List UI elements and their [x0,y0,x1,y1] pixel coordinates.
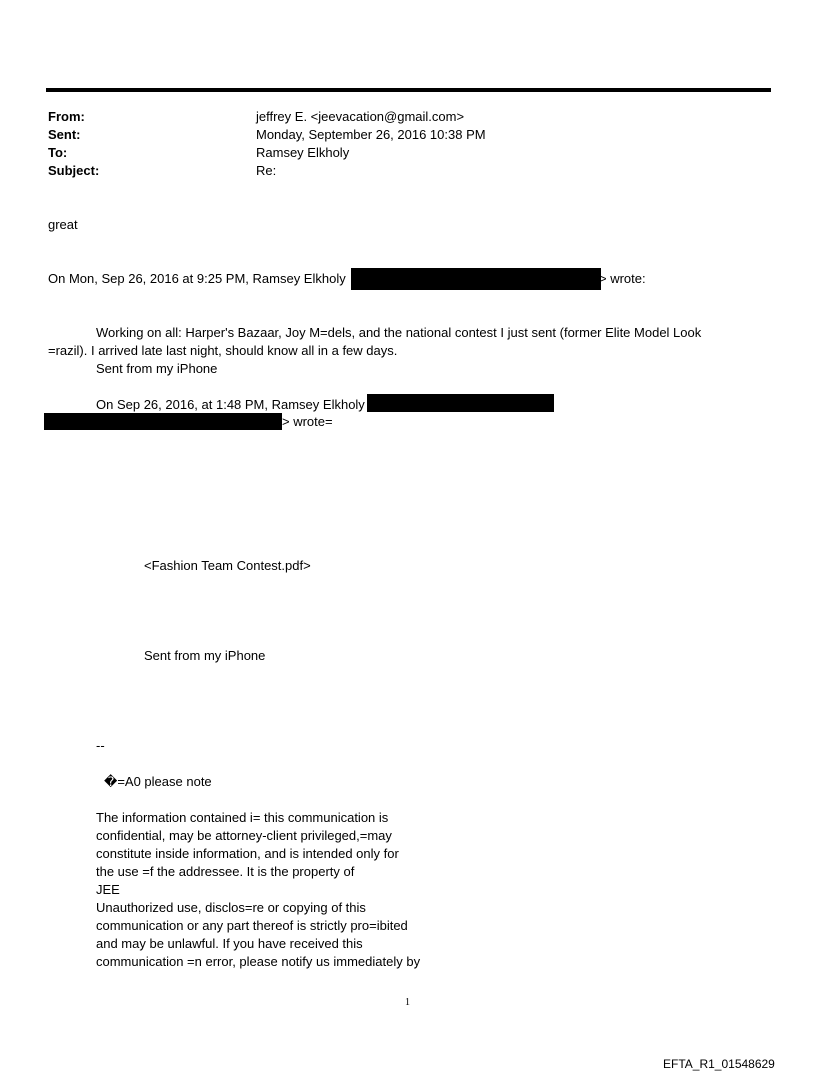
attachment-name: <Fashion Team Contest.pdf> [144,558,311,573]
header-rule [46,88,771,92]
subject-value: Re: [256,163,277,178]
disclaimer-line: communication =n error, please notify us immediately by [96,954,421,969]
sent-from-1: Sent from my iPhone [96,361,218,376]
reply-text: great [48,217,78,232]
disclaimer-line: JEE [96,882,120,897]
sent-label: Sent: [48,127,81,142]
sent-value: Monday, September 26, 2016 10:38 PM [256,127,486,142]
signature-dashes: -- [96,738,105,753]
disclaimer-line: and may be unlawful. If you have received this [96,936,363,951]
subject-label: Subject: [48,163,100,178]
quote1-suffix: > wrote: [599,271,646,286]
quote1-prefix: On Mon, Sep 26, 2016 at 9:25 PM, Ramsey Elkholy [48,271,346,286]
disclaimer-line: constitute inside information, and is intended only for [96,846,399,861]
to-label: To: [48,145,68,160]
disclaimer-line: The information contained i= this communication is [96,810,389,825]
page-number: 1 [405,997,410,1008]
sent-from-2: Sent from my iPhone [144,648,266,663]
note-line: �=A0 please note [104,774,212,789]
quote2-prefix: On Sep 26, 2016, at 1:48 PM, Ramsey Elkholy [96,397,365,412]
para1-line2: =razil). I arrived late last night, should know all in a few days. [48,343,398,358]
redaction-box [44,413,282,430]
from-value: jeffrey E. <jeevacation@gmail.com> [256,109,465,124]
redaction-box [351,268,601,290]
from-label: From: [48,109,85,124]
to-value: Ramsey Elkholy [256,145,350,160]
disclaimer-line: Unauthorized use, disclos=re or copying of this [96,900,366,915]
disclaimer-line: the use =f the addressee. It is the property of [96,864,355,879]
para1-line1: Working on all: Harper's Bazaar, Joy M=dels, and the national contest I just sent (former Elite Model Look [96,325,702,340]
document-id: EFTA_R1_01548629 [663,1057,775,1071]
disclaimer-line: confidential, may be attorney-client privileged,=may [96,828,392,843]
quote2-suffix: > wrote= [282,414,333,429]
redaction-box [367,394,554,412]
disclaimer-line: communication or any part thereof is strictly pro=ibited [96,918,408,933]
